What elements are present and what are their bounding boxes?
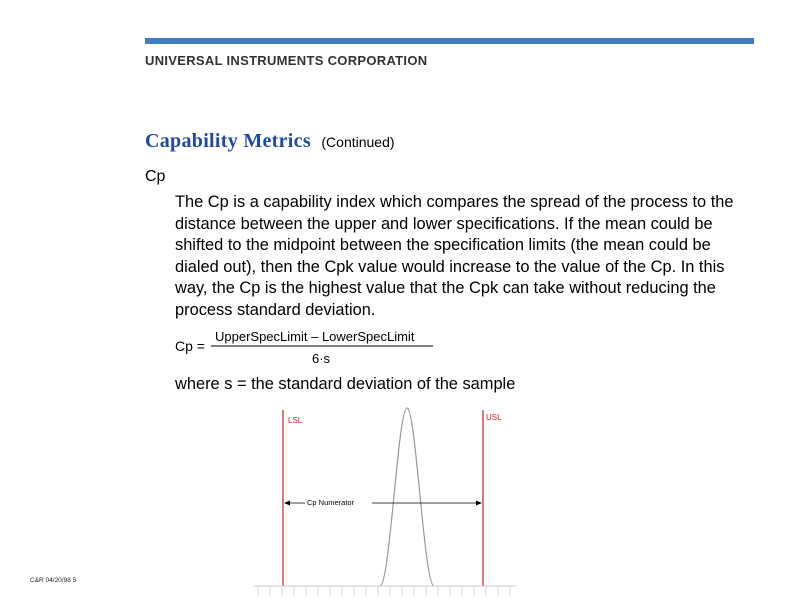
- arrow-label: Cp Numerator: [307, 498, 355, 507]
- arrow-head-right-icon: [476, 501, 482, 506]
- cp-description: The Cp is a capability index which compares the spread of the process to the distance between the upper and lower specifications. If the mean could be shifted to the midpoint between the specification limits (the mean could be dialed out), then the Cpk value would increase to the value of the Cp. In this way, the Cp is the highest value that the Cpk can take without reducing the process standard deviation.: [175, 193, 734, 319]
- footer-code: C&R 04/20/98 5: [30, 577, 77, 584]
- arrow-head-left-icon: [284, 501, 290, 506]
- distribution-curve: [380, 408, 434, 586]
- section-subtitle: (Continued): [321, 134, 395, 150]
- axis-tick-marks: [258, 586, 510, 596]
- company-name: UNIVERSAL INSTRUMENTS CORPORATION: [145, 53, 428, 68]
- formula-lhs: Cp =: [175, 338, 205, 354]
- section-title: Capability Metrics: [145, 130, 311, 152]
- where-text: where s = the standard deviation of the sample: [175, 375, 516, 393]
- cp-formula: [175, 325, 445, 367]
- formula-denominator: 6·s: [312, 351, 331, 366]
- term-cp: Cp: [145, 168, 166, 185]
- formula-numerator: UpperSpecLimit – LowerSpecLimit: [215, 329, 415, 344]
- section-heading: [145, 130, 395, 153]
- header-rule: [145, 38, 754, 44]
- usl-label: USL: [486, 413, 502, 422]
- spec-limit-figure: [250, 400, 520, 612]
- lsl-label: LSL: [288, 416, 303, 425]
